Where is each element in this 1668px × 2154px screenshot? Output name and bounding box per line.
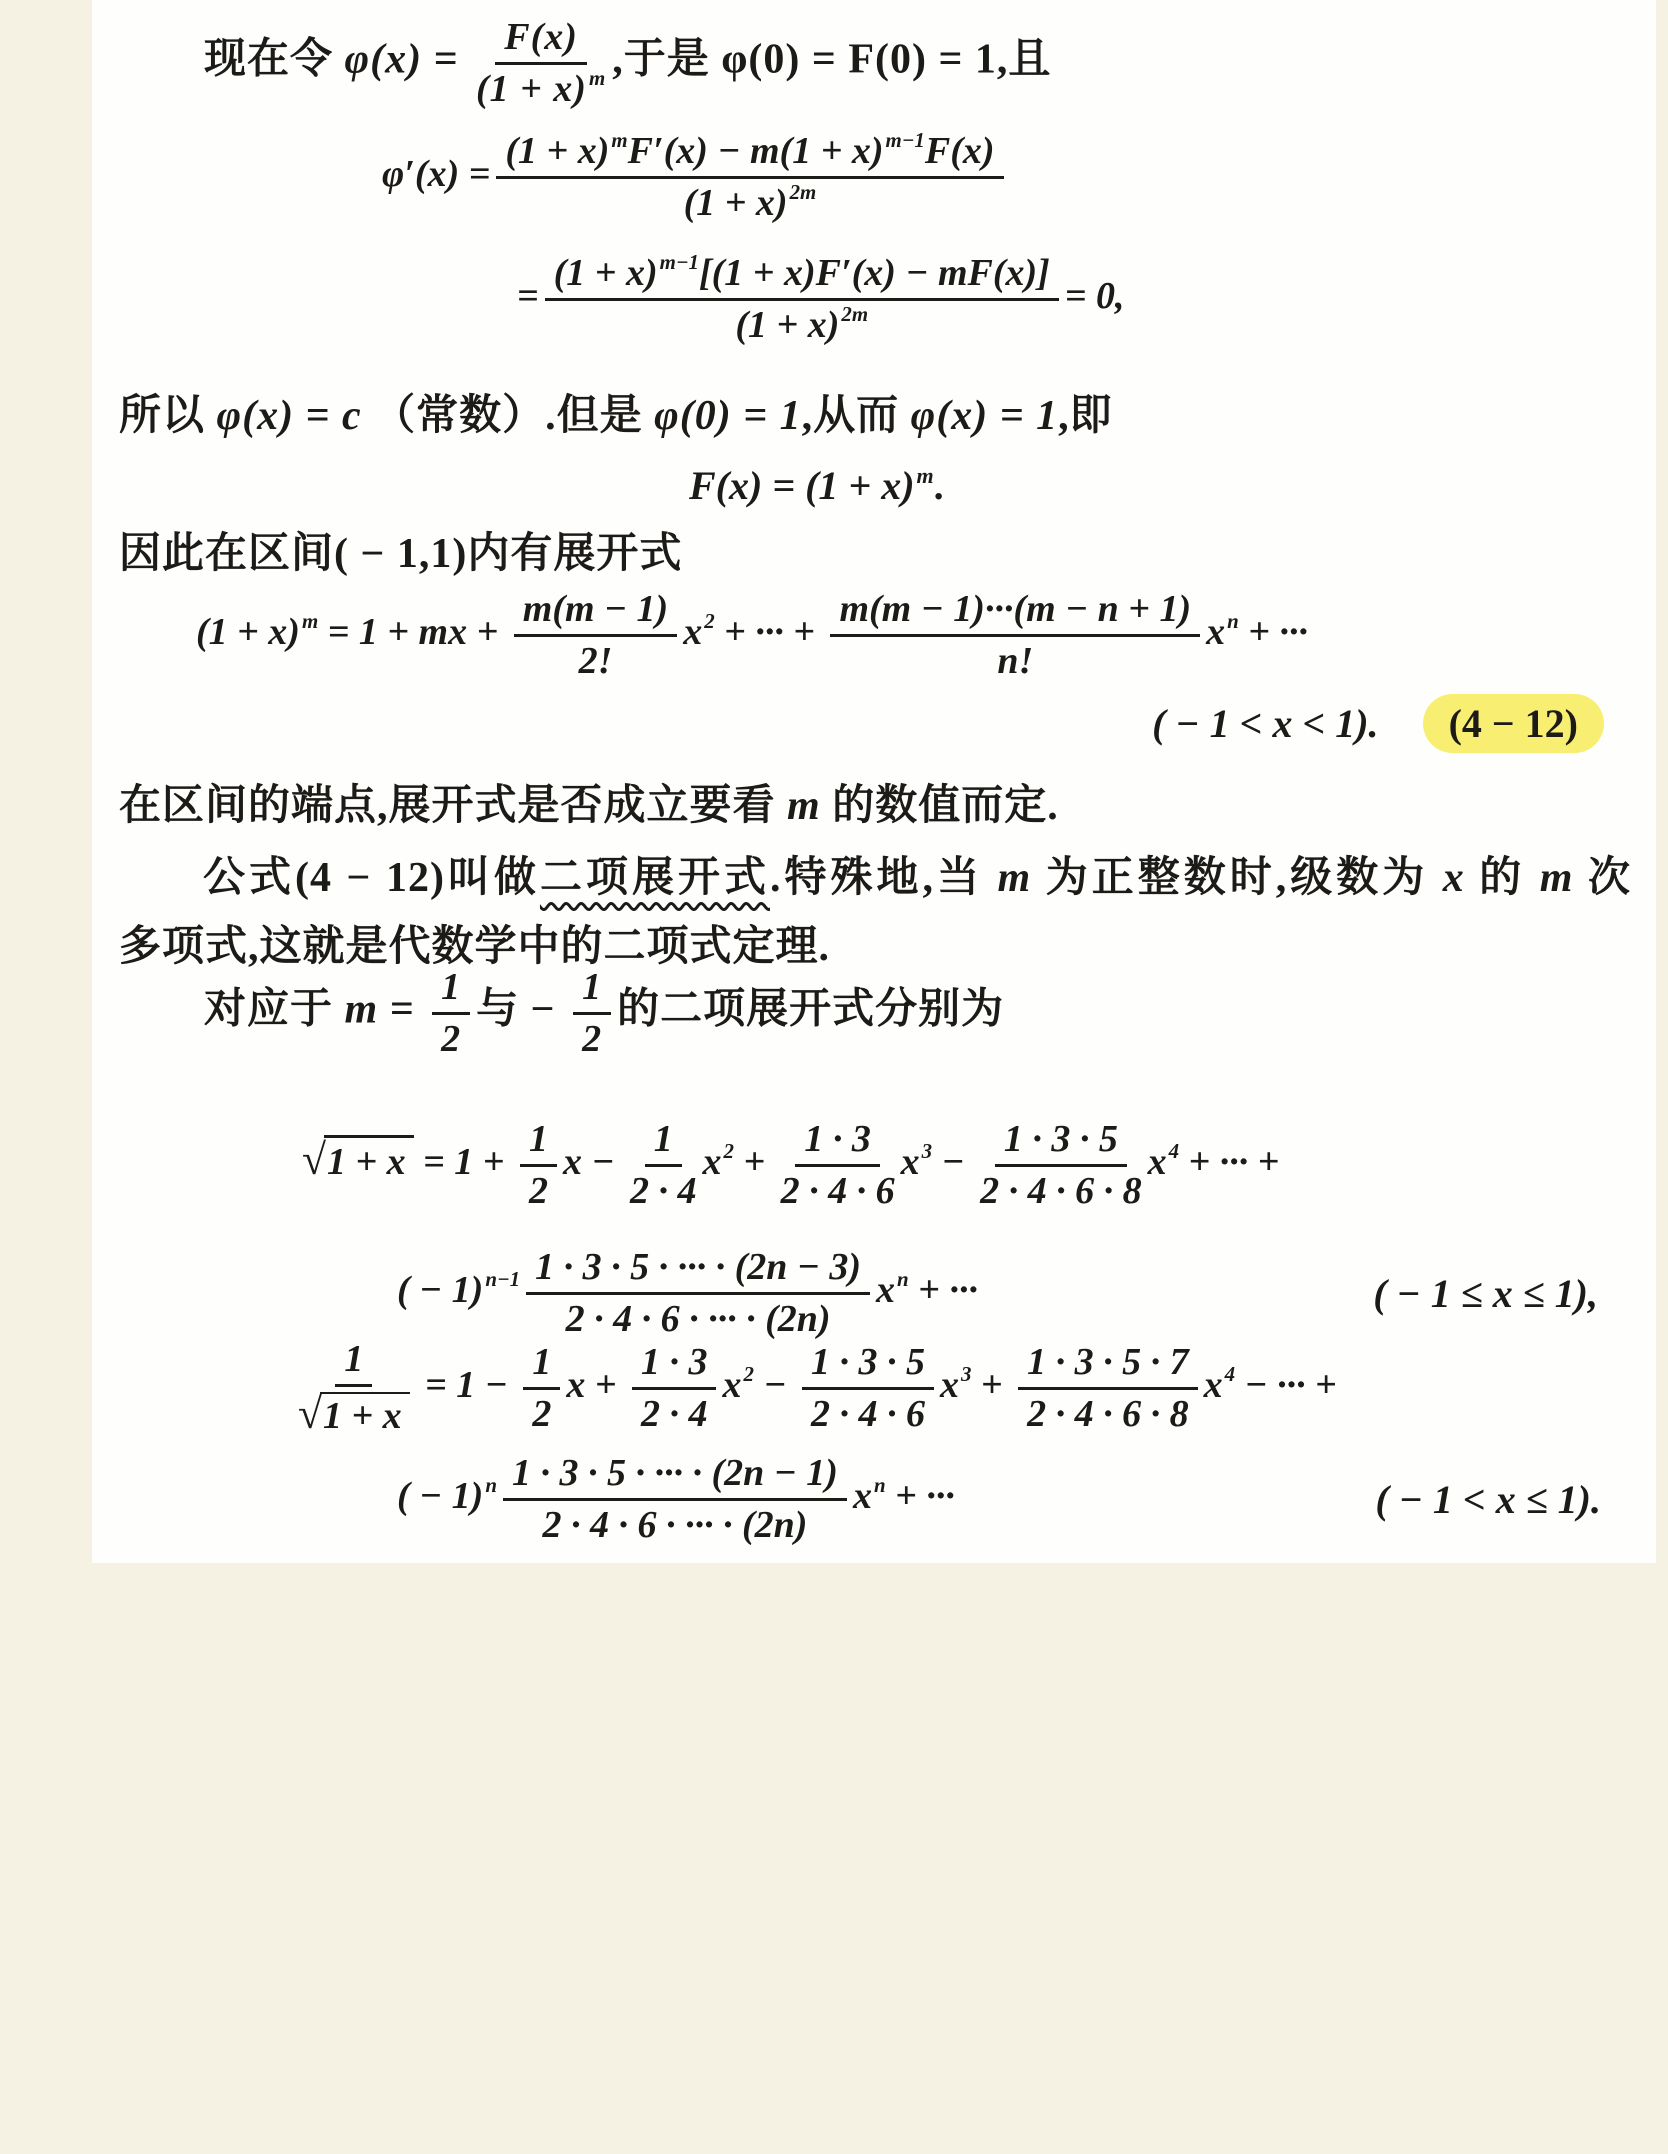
math-run: (1 + x) [196,610,300,653]
math-run: − [932,1140,975,1183]
equation-F [689,462,944,510]
denominator: 2! [578,639,613,682]
numerator: 1 · 3 [632,1341,717,1390]
numerator: 1 · 3 · 5 [995,1118,1127,1167]
text-run: 与 − [476,986,568,1033]
fraction [526,1246,870,1340]
numerator: 1 · 3 · 5 · 7 [1018,1341,1198,1390]
math-run: = 1 − [415,1363,518,1406]
denominator: 2 · 4 · 6 · ··· · (2n) [542,1503,808,1546]
numerator: m(m − 1) [514,588,677,637]
text-run: 因此在区间( − 1,1)内有展开式 [119,531,683,577]
math-run: x [1203,1363,1223,1406]
exponent: 2 [743,1362,754,1387]
numerator: 1 · 3 [795,1118,880,1167]
fraction [781,1118,895,1212]
exponent: n [897,1267,909,1292]
text-run: ,即 [1058,393,1113,439]
exponent: m−1 [659,250,699,275]
numerator [545,252,1059,301]
math-run: + ··· [1238,610,1308,653]
text-run: 次 [1573,855,1631,901]
math-run: F(x) [924,130,995,172]
math-run: + ··· [885,1474,955,1517]
numerator: 1 · 3 · 5 [802,1341,934,1390]
denominator [476,65,606,111]
math-run: = 0, [1064,274,1125,317]
denominator: 2 · 4 · 6 · 8 [980,1169,1142,1212]
math-run: m [1539,855,1574,901]
text-run: ,于是 φ(0) = F(0) = 1,且 [612,36,1052,83]
math-run: φ′(x) = [382,152,491,195]
math-run: x [683,610,703,653]
para-intro [204,16,1051,110]
denominator [735,301,868,347]
math-run: x [1206,610,1226,653]
denominator: 2 · 4 [629,1169,697,1212]
exponent: m [916,462,934,488]
general-term [397,1246,978,1340]
numerator [496,130,1003,179]
exponent: m [611,128,628,153]
text-run: 为正整数时,级数为 [1031,855,1443,901]
sqrt-symbol: √ [298,1389,322,1438]
numerator: 1 · 3 · 5 · ··· · (2n − 1) [503,1452,847,1501]
text-run: 现在令 [204,36,345,83]
numerator: m(m − 1)···(m − n + 1) [830,588,1200,637]
math-run: = [517,274,539,317]
math-run: + ··· + [714,610,825,653]
numerator: 1 [520,1118,557,1167]
math-run: + [971,1363,1013,1406]
math-run: (1 + x) [505,130,610,172]
text-run: ,从而 [801,393,911,439]
denominator [298,1387,410,1439]
math-run: F′(x) − m(1 + x) [627,130,884,172]
exponent: 4 [1168,1139,1180,1164]
line-m-values [204,966,1004,1060]
exponent: n−1 [485,1267,521,1292]
math-run: + [733,1140,775,1183]
math-run: x [900,1140,920,1183]
math-run: + ··· [908,1268,978,1311]
range-text: ( − 1 < x < 1). [1152,701,1379,746]
denominator: 2 [582,1017,603,1060]
denominator: 2 · 4 · 6 [780,1169,895,1212]
fraction [298,1338,410,1438]
fraction [830,588,1200,682]
fraction [1018,1341,1198,1435]
math-run: (1 + x) [735,303,840,346]
math-run: φ(x) = 1 [910,393,1059,439]
text-run: 对应于 [204,986,345,1033]
line-endpoint [119,780,1059,833]
fraction [523,1341,560,1435]
numerator: 1 [432,966,470,1015]
text-run: 在区间的端点,展开式是否成立要看 [119,783,788,829]
math-run: = 1 + mx + [318,610,508,653]
numerator: 1 [523,1341,560,1390]
fraction [632,1341,717,1435]
denominator [684,179,817,225]
math-run: x [939,1363,959,1406]
math-run: x − [562,1140,624,1183]
math-run: F(x) = (1 + x) [689,463,915,508]
exponent: n [485,1473,497,1498]
math-run: m [997,855,1032,901]
fraction [573,966,611,1060]
math-run: [(1 + x)F′(x) − mF(x)] [698,252,1050,294]
radicand: 1 + x [320,1392,410,1437]
denominator: 2 [528,1169,548,1212]
fraction [503,1452,847,1546]
math-run: m [787,783,821,829]
numerator: 1 [573,966,611,1015]
equation-inverse-sqrt-line2 [92,1452,1656,1546]
exponent: 3 [960,1362,972,1387]
fraction [980,1118,1142,1212]
fraction [514,588,677,682]
math-run: φ(x) = c [216,393,362,439]
equation-binomial-412 [196,588,1308,682]
text-run: 的 [1464,855,1540,901]
math-run: − [753,1363,796,1406]
math-run: (1 + x) [553,252,658,294]
line-constant [119,390,1113,443]
math-run: ( − 1) [397,1268,484,1311]
equation-sqrt-line2 [92,1246,1656,1340]
text-run: （常数）.但是 [361,393,655,439]
numerator: F(x) [495,16,587,65]
exponent: 3 [921,1139,933,1164]
exponent: m [588,65,607,90]
denominator: 2 · 4 · 6 [810,1392,925,1435]
equation-phi-derivative [382,130,1010,224]
line-range-and-tag [92,694,1656,753]
emphasized-term: 二项展开式 [539,855,770,901]
numerator: 1 [645,1118,682,1167]
fraction [432,966,470,1060]
math-run: x [1147,1140,1167,1183]
text-run: 所以 [119,393,217,439]
math-run: = 1 + [413,1140,514,1183]
math-run: (1 + x) [683,181,788,224]
numerator: 1 · 3 · 5 · ··· · (2n − 3) [526,1246,870,1295]
math-run: x [876,1268,896,1311]
fraction [802,1341,934,1435]
math-run: (1 + x) [476,67,587,110]
fraction [520,1118,557,1212]
equation-number-highlight: (4 − 12) [1423,694,1604,753]
exponent: 4 [1224,1362,1236,1387]
fraction [496,130,1003,224]
sqrt-symbol: √ [302,1135,326,1184]
text-run: .特殊地,当 [769,855,998,901]
math-run: x + [566,1363,626,1406]
range-text: ( − 1 < x ≤ 1). [1375,1476,1601,1522]
math-run: x [1442,855,1465,901]
equation-sqrt-line1 [302,1118,1279,1212]
denominator: 2 · 4 · 6 · ··· · (2n) [565,1297,831,1340]
equation-inverse-sqrt-line1 [292,1338,1337,1438]
fraction [630,1118,697,1212]
general-term [397,1452,955,1546]
math-run: φ(x) = [344,36,470,83]
exponent: m−1 [885,128,925,153]
math-run: m = [344,986,427,1033]
math-run: ( − 1) [397,1474,484,1517]
denominator: n! [997,639,1034,682]
exponent: n [1227,609,1239,634]
math-run: x [852,1474,872,1517]
exponent: 2 [704,609,715,634]
denominator: 2 [441,1017,462,1060]
book-page [92,0,1656,1563]
text-run: 多项式,这就是代数学中的二项式定理. [119,924,831,970]
fraction [545,252,1059,346]
text-run: . [933,463,944,508]
range-text: ( − 1 ≤ x ≤ 1), [1373,1270,1598,1316]
fraction [476,16,606,110]
text-run: 的数值而定. [820,783,1059,829]
math-run: − ··· + [1235,1363,1337,1406]
math-run: + ··· + [1179,1140,1280,1183]
exponent: 2m [789,179,817,204]
math-run: x [702,1140,722,1183]
denominator: 2 [532,1392,552,1435]
equation-phi-derivative-2 [517,252,1125,346]
denominator: 2 · 4 [640,1392,708,1435]
exponent: 2 [723,1139,734,1164]
para-formula-name-line1 [119,852,1631,905]
line-interval [119,528,682,581]
exponent: 2m [841,301,869,326]
exponent: m [301,609,319,634]
denominator: 2 · 4 · 6 · 8 [1027,1392,1189,1435]
text-run: 公式(4 − 12)叫做 [203,855,540,901]
text-run: 的二项展开式分别为 [617,986,1005,1033]
radicand: 1 + x [324,1135,414,1183]
math-run: x [722,1363,742,1406]
exponent: n [873,1473,886,1498]
math-run: φ(0) = 1 [654,393,802,439]
numerator: 1 [335,1338,372,1387]
